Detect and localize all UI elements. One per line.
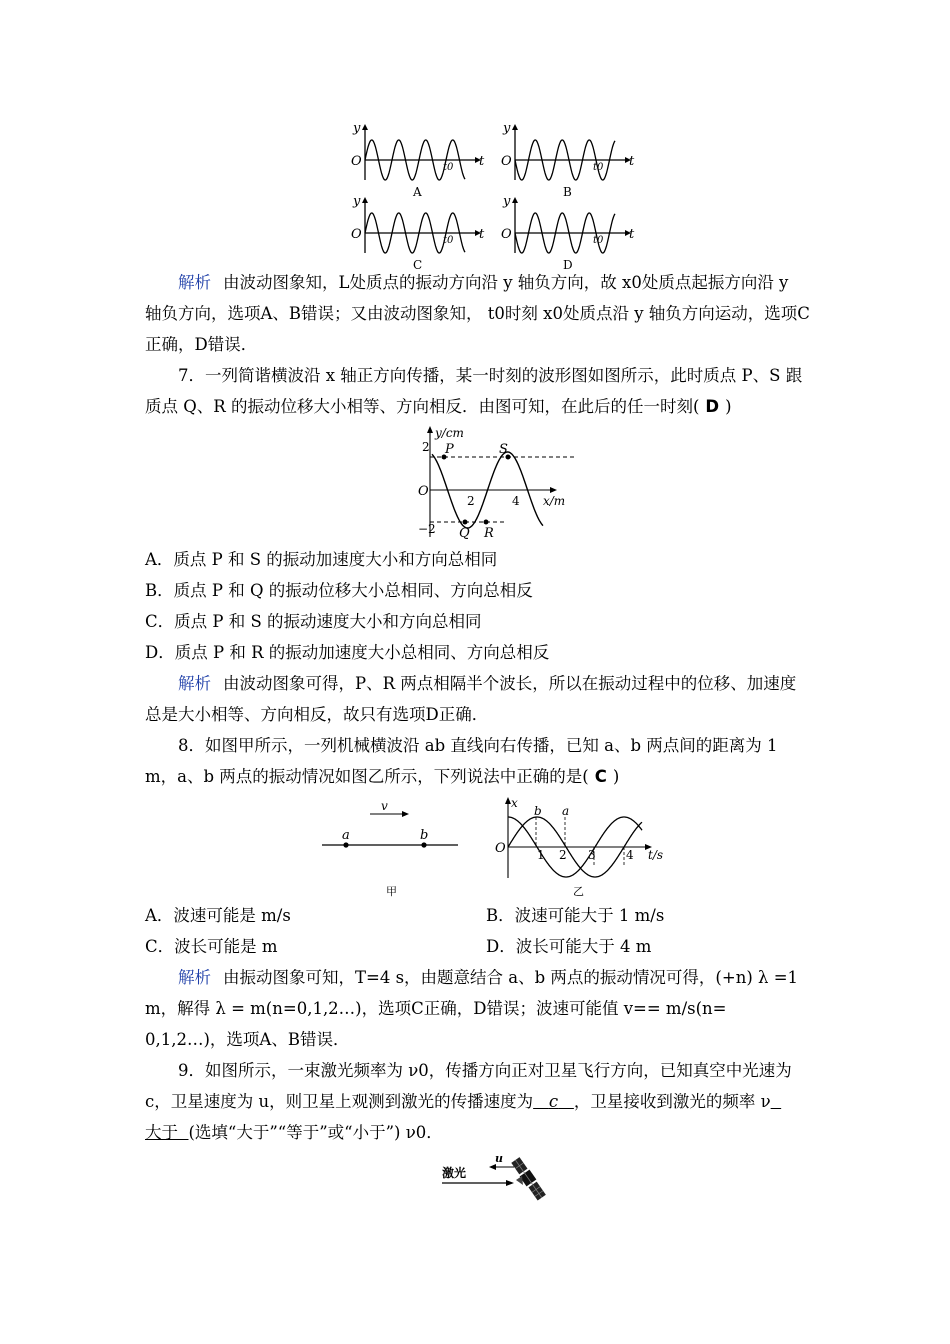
svg-text:t/s: t/s xyxy=(648,848,664,862)
svg-text:3: 3 xyxy=(588,848,596,862)
svg-text:y: y xyxy=(503,194,511,209)
svg-text:t: t xyxy=(479,154,485,169)
svg-text:C: C xyxy=(413,258,423,272)
q6-option-graphs xyxy=(340,120,640,270)
svg-text:b: b xyxy=(534,804,542,818)
q8-option-c: C．波长可能是 m xyxy=(145,937,278,956)
analysis-label: 解析 xyxy=(178,968,211,987)
q7-stem-line-2: 质点 Q、R 的振动位移大小相等、方向相反．由图可知，在此后的任一时刻( D ) xyxy=(145,397,732,416)
svg-text:x/m: x/m xyxy=(543,494,566,508)
svg-text:t: t xyxy=(629,154,635,169)
q9-blank-2: 大于 xyxy=(145,1123,178,1142)
q7-option-d: D．质点 P 和 R 的振动加速度大小总相同、方向总相反 xyxy=(145,643,550,662)
svg-text:O: O xyxy=(501,227,512,242)
point-a xyxy=(343,842,348,847)
svg-text:−2: −2 xyxy=(418,522,436,536)
q9-laser-satellite-figure xyxy=(440,1150,560,1210)
svg-text:x: x xyxy=(511,796,518,810)
svg-text:激光: 激光 xyxy=(442,1166,467,1180)
svg-text:S: S xyxy=(499,442,508,457)
option-d-graph xyxy=(512,197,631,253)
q8-stem-line-1: 8．如图甲所示，一列机械横波沿 ab 直线向右传播，已知 a、b 两点间的距离为 1 xyxy=(178,736,778,755)
analysis-label: 解析 xyxy=(178,273,211,292)
q7-option-c: C．质点 P 和 S 的振动速度大小和方向总相同 xyxy=(145,612,482,631)
q7-analysis-line-1: 解析 由波动图象可得，P、R 两点相隔半个波长，所以在振动过程中的位移、加速度 xyxy=(178,674,797,693)
svg-text:2: 2 xyxy=(422,440,430,454)
q6-analysis-line-3: 正确，D错误． xyxy=(145,335,258,354)
svg-text:D: D xyxy=(563,258,573,272)
q9-stem-line-1: 9．如图所示，一束激光频率为 ν0，传播方向正对卫星飞行方向，已知真空中光速为 xyxy=(178,1061,792,1080)
svg-text:O: O xyxy=(418,484,429,499)
q6-analysis-line-2: 轴负方向，选项A、B错误；又由波动图象知， t0时刻 x0处质点沿 y 轴负方向运动，选项C xyxy=(145,304,810,323)
svg-text:a: a xyxy=(562,804,570,818)
svg-text:甲: 甲 xyxy=(386,885,397,898)
svg-text:t0: t0 xyxy=(443,235,454,246)
svg-text:O: O xyxy=(495,841,506,856)
svg-text:2: 2 xyxy=(559,848,567,862)
q8-analysis-line-1: 解析 由振动图象可知，T=4 s，由题意结合 a、b 两点的振动情况可得，(+n) λ =1 xyxy=(178,968,799,987)
svg-text:2: 2 xyxy=(467,494,475,508)
option-b-graph xyxy=(512,124,631,180)
q8-figure-jia xyxy=(320,800,470,900)
svg-text:1: 1 xyxy=(537,848,545,862)
q9-stem-line-3: 大于 (选填“大于”“等于”或“小于”) ν0． xyxy=(145,1123,443,1142)
point-r xyxy=(484,520,489,525)
svg-text:t0: t0 xyxy=(443,162,454,173)
q8-answer: C xyxy=(594,767,607,786)
svg-text:P: P xyxy=(445,442,454,457)
q9-blank-1: c xyxy=(548,1092,559,1111)
svg-text:R: R xyxy=(484,526,494,541)
svg-text:t: t xyxy=(479,227,485,242)
svg-text:B: B xyxy=(563,185,572,199)
q8-option-b: B．波速可能大于 1 m/s xyxy=(486,906,665,925)
svg-text:O: O xyxy=(501,154,512,169)
svg-text:O: O xyxy=(351,154,362,169)
svg-text:Q: Q xyxy=(459,526,470,541)
svg-text:b: b xyxy=(420,828,429,843)
svg-text:t: t xyxy=(629,227,635,242)
option-a-graph xyxy=(362,124,481,180)
q8-analysis-line-3: 0,1,2…)，选项A、B错误． xyxy=(145,1030,350,1049)
point-b xyxy=(421,842,426,847)
q7-wave-graph xyxy=(415,425,595,540)
svg-text:v: v xyxy=(381,799,388,813)
svg-text:a: a xyxy=(342,828,350,843)
svg-text:O: O xyxy=(351,227,362,242)
option-c-graph xyxy=(362,197,481,253)
q8-analysis-line-2: m，解得 λ = m(n=0,1,2…)，选项C正确，D错误；波速可能值 v== m/s(n= xyxy=(145,999,727,1018)
svg-text:u: u xyxy=(495,1152,503,1165)
q8-figure-yi xyxy=(490,795,675,900)
svg-text:乙: 乙 xyxy=(573,885,584,898)
q8-option-a: A．波速可能是 m/s xyxy=(145,906,291,925)
svg-text:t0: t0 xyxy=(593,235,604,246)
svg-text:4: 4 xyxy=(512,494,520,508)
q7-analysis-line-2: 总是大小相等、方向相反，故只有选项D正确． xyxy=(145,705,489,724)
analysis-label: 解析 xyxy=(178,674,211,693)
q8-option-d: D．波长可能大于 4 m xyxy=(486,937,652,956)
svg-text:y/cm: y/cm xyxy=(435,426,464,440)
q7-stem-line-1: 7．一列简谐横波沿 x 轴正方向传播，某一时刻的波形图如图所示，此时质点 P、S 跟 xyxy=(178,366,803,385)
svg-text:4: 4 xyxy=(626,848,634,862)
q9-stem-line-2: c，卫星速度为 u，则卫星上观测到激光的传播速度为 c ，卫星接收到激光的频率 ν xyxy=(145,1092,771,1111)
svg-text:t0: t0 xyxy=(593,162,604,173)
point-q xyxy=(463,520,468,525)
q8-stem-line-2: m，a、b 两点的振动情况如图乙所示，下列说法中正确的是( C ) xyxy=(145,767,620,786)
svg-text:y: y xyxy=(503,121,511,136)
svg-text:y: y xyxy=(353,194,361,209)
svg-text:A: A xyxy=(413,185,422,199)
q7-answer: D xyxy=(705,397,720,416)
q6-analysis-line-1: 解析 由波动图象知，L处质点的振动方向沿 y 轴负方向，故 x0处质点起振方向沿 y xyxy=(178,273,789,292)
svg-text:y: y xyxy=(353,121,361,136)
q7-option-a: A．质点 P 和 S 的振动加速度大小和方向总相同 xyxy=(145,550,498,569)
q7-option-b: B．质点 P 和 Q 的振动位移大小总相同、方向总相反 xyxy=(145,581,533,600)
satellite-icon xyxy=(510,1157,546,1202)
